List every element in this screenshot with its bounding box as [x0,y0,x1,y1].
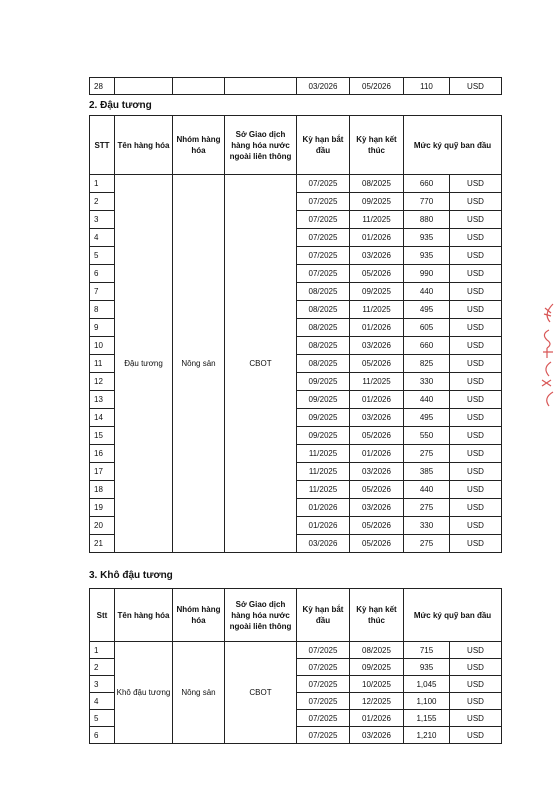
header-from: Kỳ hạn bắt đầu [297,116,350,175]
currency-cell: USD [450,427,502,445]
header-exchange: Sở Giao dịch hàng hóa nước ngoài liên thông [225,116,297,175]
currency-cell: USD [450,409,502,427]
stt-cell: 8 [90,301,115,319]
amount-cell: 550 [404,427,450,445]
from-cell: 08/2025 [297,319,350,337]
header-group: Nhóm hàng hóa [173,116,225,175]
currency-cell: USD [450,445,502,463]
table-header-row [90,116,502,175]
to-cell: 11/2025 [350,373,404,391]
from-cell: 07/2025 [297,642,350,659]
from-cell: 11/2025 [297,463,350,481]
stt-cell: 14 [90,409,115,427]
to-cell: 05/2026 [350,78,404,95]
currency-cell: USD [450,727,502,744]
from-cell: 07/2025 [297,211,350,229]
amount-cell: 495 [404,301,450,319]
stt-cell: 2 [90,659,115,676]
red-stamp-fragment-icon [531,300,557,410]
to-cell: 11/2025 [350,211,404,229]
to-cell: 09/2025 [350,193,404,211]
amount-cell: 1,155 [404,710,450,727]
from-cell: 07/2025 [297,659,350,676]
from-cell: 01/2026 [297,499,350,517]
from-cell: 07/2025 [297,193,350,211]
from-cell: 09/2025 [297,373,350,391]
amount-cell: 275 [404,499,450,517]
stt-cell: 12 [90,373,115,391]
currency-cell: USD [450,283,502,301]
header-name: Tên hàng hóa [115,589,173,642]
from-cell: 07/2025 [297,727,350,744]
currency-cell: USD [450,499,502,517]
to-cell: 05/2026 [350,517,404,535]
from-cell: 08/2025 [297,301,350,319]
amount-cell: 1,210 [404,727,450,744]
amount-cell: 275 [404,535,450,553]
stt-cell: 4 [90,229,115,247]
currency-cell: USD [450,337,502,355]
header-group: Nhóm hàng hóa [173,589,225,642]
currency-cell: USD [450,175,502,193]
amount-cell: 330 [404,373,450,391]
table-row [90,175,502,193]
to-cell: 09/2025 [350,659,404,676]
to-cell: 01/2026 [350,445,404,463]
stt-cell: 1 [90,642,115,659]
currency-cell: USD [450,193,502,211]
currency-cell: USD [450,78,502,95]
stt-cell: 5 [90,710,115,727]
to-cell: 09/2025 [350,283,404,301]
to-cell: 03/2026 [350,463,404,481]
stt-cell: 3 [90,676,115,693]
exchange-cell: CBOT [225,175,297,553]
from-cell: 09/2025 [297,391,350,409]
amount-cell: 275 [404,445,450,463]
stt-cell: 21 [90,535,115,553]
from-cell: 01/2026 [297,517,350,535]
header-to: Kỳ hạn kết thúc [350,116,404,175]
stt-cell: 20 [90,517,115,535]
currency-cell: USD [450,693,502,710]
currency-cell: USD [450,211,502,229]
soybean-margin-table [89,115,502,553]
exchange-cell: CBOT [225,642,297,744]
currency-cell: USD [450,265,502,283]
amount-cell: 935 [404,247,450,265]
currency-cell: USD [450,642,502,659]
currency-cell: USD [450,301,502,319]
amount-cell: 440 [404,391,450,409]
from-cell: 07/2025 [297,710,350,727]
to-cell: 03/2026 [350,247,404,265]
to-cell: 08/2025 [350,642,404,659]
stt-cell: 15 [90,427,115,445]
header-stt: STT [90,116,115,175]
from-cell: 07/2025 [297,247,350,265]
amount-cell: 660 [404,337,450,355]
to-cell: 03/2026 [350,409,404,427]
amount-cell: 935 [404,659,450,676]
amount-cell: 495 [404,409,450,427]
table-row [90,642,502,659]
soybean-meal-margin-table [89,588,502,744]
currency-cell: USD [450,229,502,247]
amount-cell: 440 [404,481,450,499]
commodity-name-cell: Đậu tương [115,175,173,553]
to-cell: 01/2026 [350,710,404,727]
to-cell: 03/2026 [350,499,404,517]
section3-title: 3. Khô đậu tương [89,570,173,581]
currency-cell: USD [450,676,502,693]
from-cell: 08/2025 [297,355,350,373]
commodity-name-cell: Khô đậu tương [115,642,173,744]
amount-cell: 715 [404,642,450,659]
from-cell: 09/2025 [297,427,350,445]
header-stt: Stt [90,589,115,642]
from-cell: 03/2026 [297,535,350,553]
stt-cell: 7 [90,283,115,301]
stt-cell: 5 [90,247,115,265]
currency-cell: USD [450,373,502,391]
from-cell: 11/2025 [297,481,350,499]
header-from: Kỳ hạn bắt đầu [297,589,350,642]
from-cell: 08/2025 [297,337,350,355]
stt-cell: 3 [90,211,115,229]
table-body [90,175,502,553]
from-cell: 08/2025 [297,283,350,301]
from-cell: 09/2025 [297,409,350,427]
amount-cell: 770 [404,193,450,211]
to-cell: 01/2026 [350,319,404,337]
currency-cell: USD [450,355,502,373]
header-margin: Mức ký quỹ ban đầu [404,116,502,175]
amount-cell: 660 [404,175,450,193]
amount-cell: 110 [404,78,450,95]
amount-cell: 1,045 [404,676,450,693]
stt-cell: 16 [90,445,115,463]
to-cell: 11/2025 [350,301,404,319]
from-cell: 07/2025 [297,676,350,693]
commodity-group-cell: Nông sản [173,642,225,744]
from-cell: 03/2026 [297,78,350,95]
to-cell: 12/2025 [350,693,404,710]
amount-cell: 385 [404,463,450,481]
stt-cell: 6 [90,727,115,744]
currency-cell: USD [450,535,502,553]
continuation-table [89,77,502,95]
to-cell: 01/2026 [350,229,404,247]
section2-title: 2. Đậu tương [89,100,152,111]
amount-cell: 605 [404,319,450,337]
amount-cell: 825 [404,355,450,373]
stt-cell: 9 [90,319,115,337]
to-cell: 10/2025 [350,676,404,693]
stt-cell: 18 [90,481,115,499]
amount-cell: 880 [404,211,450,229]
to-cell: 05/2026 [350,355,404,373]
from-cell: 07/2025 [297,265,350,283]
to-cell: 03/2026 [350,727,404,744]
header-to: Kỳ hạn kết thúc [350,589,404,642]
commodity-group-cell: Nông sản [173,175,225,553]
currency-cell: USD [450,463,502,481]
to-cell: 05/2026 [350,481,404,499]
to-cell: 05/2026 [350,427,404,445]
stt-cell: 13 [90,391,115,409]
table-row [90,78,502,95]
stt-cell: 28 [90,78,115,95]
header-exchange: Sở Giao dịch hàng hóa nước ngoài liên thông [225,589,297,642]
stt-cell: 19 [90,499,115,517]
table-header-row [90,589,502,642]
currency-cell: USD [450,319,502,337]
amount-cell: 330 [404,517,450,535]
stt-cell: 4 [90,693,115,710]
currency-cell: USD [450,247,502,265]
currency-cell: USD [450,517,502,535]
from-cell: 07/2025 [297,175,350,193]
stt-cell: 1 [90,175,115,193]
to-cell: 01/2026 [350,391,404,409]
from-cell: 11/2025 [297,445,350,463]
to-cell: 05/2026 [350,265,404,283]
to-cell: 08/2025 [350,175,404,193]
amount-cell: 1,100 [404,693,450,710]
amount-cell: 990 [404,265,450,283]
from-cell: 07/2025 [297,229,350,247]
to-cell: 03/2026 [350,337,404,355]
currency-cell: USD [450,481,502,499]
to-cell: 05/2026 [350,535,404,553]
header-margin: Mức ký quỹ ban đầu [404,589,502,642]
table-body [90,642,502,744]
currency-cell: USD [450,391,502,409]
stt-cell: 17 [90,463,115,481]
currency-cell: USD [450,710,502,727]
header-name: Tên hàng hóa [115,116,173,175]
amount-cell: 440 [404,283,450,301]
stt-cell: 2 [90,193,115,211]
from-cell: 07/2025 [297,693,350,710]
stt-cell: 11 [90,355,115,373]
stt-cell: 6 [90,265,115,283]
currency-cell: USD [450,659,502,676]
stt-cell: 10 [90,337,115,355]
amount-cell: 935 [404,229,450,247]
